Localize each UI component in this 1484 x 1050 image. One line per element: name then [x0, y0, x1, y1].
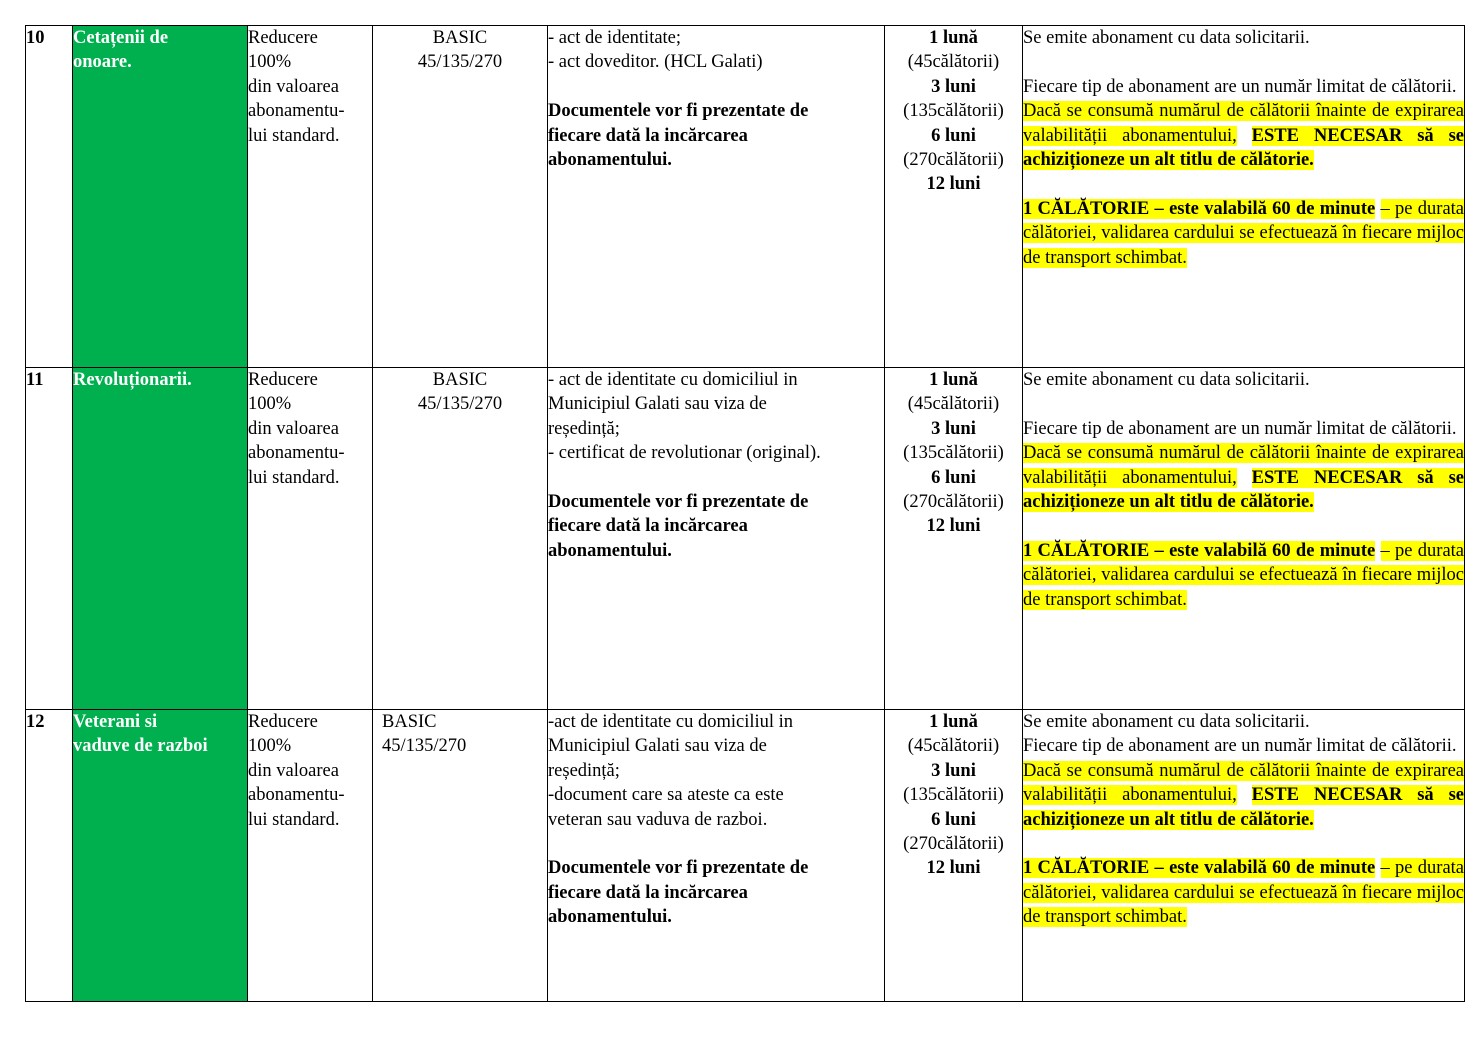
subscription-type: BASIC 45/135/270: [373, 26, 548, 368]
validity-periods: 1 lună (45călătorii) 3 luni (135călătorii) 6 luni (270călătorii) 12 luni: [885, 368, 1023, 710]
subscription-type: BASIC 45/135/270: [373, 710, 548, 1002]
subscription-table: [25, 25, 1465, 1002]
discount-cell: Reducere 100% din valoarea abonamentu- lui standard.: [248, 368, 373, 710]
row-number: 12: [26, 710, 73, 1002]
observations: Se emite abonament cu data solicitarii. Fiecare tip de abonament are un număr limitat de călătorii. Dacă se consumă numărul de călătorii înainte de expirarea valabilității abonamentului, ESTE NECESAR să se achiziționeze un alt titlu de călătorie. 1 CĂLĂTORIE – este valabilă 60 de minute – pe durata călătoriei, validarea cardului se efectuează în fiecare mijloc de transport schimbat.: [1023, 710, 1465, 1002]
required-documents: -act de identitate cu domiciliul in Municipiul Galati sau viza de reședință; -document care sa ateste ca este veteran sau vaduva de razboi. Documentele vor fi prezentate de fiecare dată la incărcarea abonamentului.: [548, 710, 885, 1002]
row-number: 10: [26, 26, 73, 368]
table-row: [26, 710, 1465, 1002]
beneficiary-category: Cetațenii de onoare.: [73, 26, 248, 368]
discount-cell: Reducere 100% din valoarea abonamentu- lui standard.: [248, 710, 373, 1002]
observations: Se emite abonament cu data solicitarii. Fiecare tip de abonament are un număr limitat de călătorii. Dacă se consumă numărul de călătorii înainte de expirarea valabilității abonamentului, ESTE NECESAR să se achiziționeze un alt titlu de călătorie. 1 CĂLĂTORIE – este valabilă 60 de minute – pe durata călătoriei, validarea cardului se efectuează în fiecare mijloc de transport schimbat.: [1023, 368, 1465, 710]
required-documents: - act de identitate cu domiciliul in Municipiul Galati sau viza de reședință; - certificat de revolutionar (original). Documentele vor fi prezentate de fiecare dată la incărcarea abonamentului.: [548, 368, 885, 710]
required-documents: - act de identitate; - act doveditor. (HCL Galati) Documentele vor fi prezentate de fiecare dată la incărcarea abonamentului.: [548, 26, 885, 368]
discount-cell: Reducere 100% din valoarea abonamentu- lui standard.: [248, 26, 373, 368]
validity-periods: 1 lună (45călătorii) 3 luni (135călătorii) 6 luni (270călătorii) 12 luni: [885, 26, 1023, 368]
beneficiary-category: Veterani si vaduve de razboi: [73, 710, 248, 1002]
subscription-type: BASIC 45/135/270: [373, 368, 548, 710]
row-number: 11: [26, 368, 73, 710]
table-row: [26, 26, 1465, 368]
beneficiary-category: Revoluționarii.: [73, 368, 248, 710]
table-row: [26, 368, 1465, 710]
observations: Se emite abonament cu data solicitarii. Fiecare tip de abonament are un număr limitat de călătorii. Dacă se consumă numărul de călătorii înainte de expirarea valabilității abonamentului, ESTE NECESAR să se achiziționeze un alt titlu de călătorie. 1 CĂLĂTORIE – este valabilă 60 de minute – pe durata călătoriei, validarea cardului se efectuează în fiecare mijloc de transport schimbat.: [1023, 26, 1465, 368]
validity-periods: 1 lună (45călătorii) 3 luni (135călătorii) 6 luni (270călătorii) 12 luni: [885, 710, 1023, 1002]
